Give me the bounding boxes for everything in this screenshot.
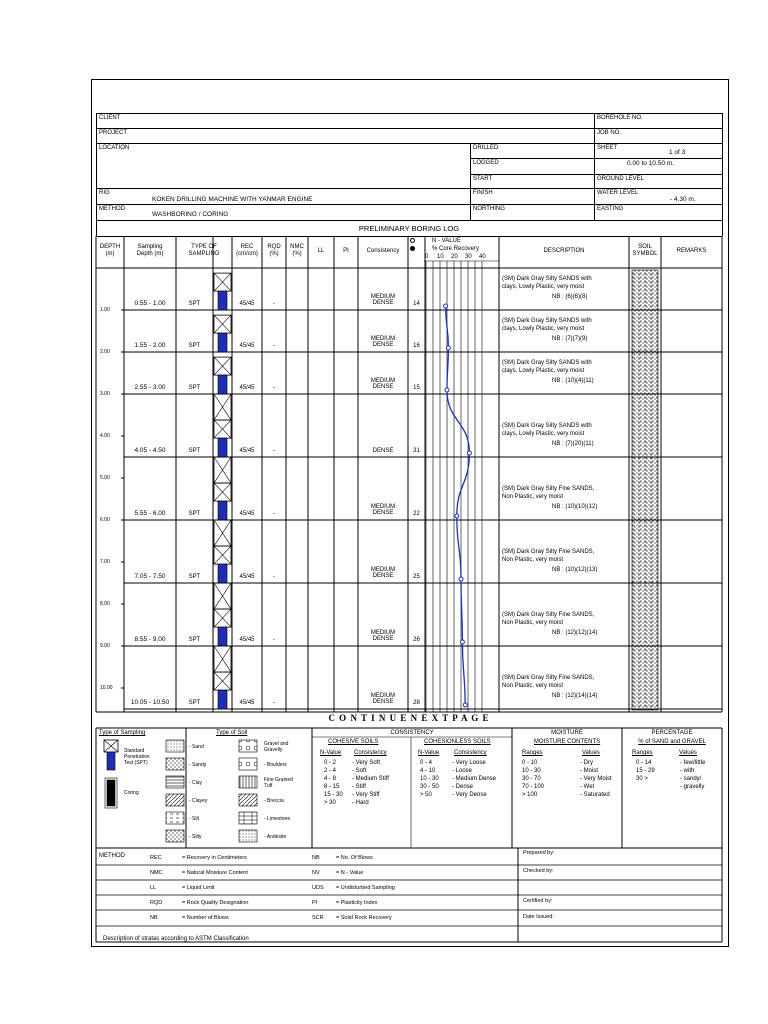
description-line: (SM) Dark Gray Silty SANDS with [502, 318, 592, 324]
type-header-line1: TYPE OF [191, 244, 217, 250]
depth-range: 0.00 to 10.50 m. [627, 160, 674, 167]
finish-label: FINISH [473, 190, 493, 196]
abbr-meaning: = Solid Rock Recovery [336, 915, 392, 921]
consistency-value: MEDIUM [370, 693, 396, 699]
description-line: (SM) Dark Gray Silty SANDS with [502, 360, 592, 366]
rqd-header-line1: RQD [267, 244, 281, 250]
nvalue-tick: 10 [437, 254, 444, 260]
abbr-meaning: = Plasticity Index [336, 900, 378, 906]
rqd-value: - [273, 511, 275, 517]
rqd-value: - [273, 700, 275, 706]
moisture-label: - Wet [580, 784, 595, 790]
sampling-type: SPT [188, 637, 201, 643]
rec-header-line2: (cm/cm) [236, 251, 258, 257]
sampling-depth: 0.55 - 1.00 [134, 300, 166, 307]
moisture-range: 0 - 10 [522, 760, 538, 766]
description-line: Non Plastic, very moist [502, 683, 564, 689]
spt-line2: Penetration [124, 754, 150, 760]
soil-silty: - Silty [189, 834, 202, 840]
rig-label: RIG [99, 190, 110, 196]
sampling-type: SPT [188, 700, 201, 706]
abbr-code: NMC [150, 870, 163, 876]
abbr-meaning: = Number of Blows [182, 915, 229, 921]
spt-sample-bar [218, 501, 227, 520]
sampling-depth: 1.55 - 2.00 [134, 342, 166, 349]
cohesionless-label: - Very Loose [452, 760, 486, 766]
sampling-header-line2: Depth (m) [136, 251, 164, 257]
method-value: WASHBORING / CORING [152, 211, 229, 218]
consistency-value: MEDIUM [370, 567, 396, 573]
sampling-type: SPT [188, 385, 201, 391]
cohesive-label: - Stiff [352, 784, 366, 790]
spt-legend-label [124, 748, 150, 766]
moisture-label: - Very Moist [580, 776, 612, 782]
nvalue-tick: 20 [451, 254, 458, 260]
consistency-header: Consistency [366, 248, 400, 254]
client-label: CLIENT [99, 115, 121, 121]
abbr-code: LL [150, 885, 157, 891]
blow-counts: NB : (6)(6)(8) [552, 294, 588, 300]
rec-header-line1: REC [240, 244, 254, 250]
rqd-value: - [273, 301, 275, 307]
cohesive-label: - Very Stiff [352, 792, 380, 798]
description-header: DESCRIPTION [543, 248, 585, 254]
depth-tick-label: 9.00 [100, 643, 110, 649]
moisture-label: - Saturated [580, 792, 610, 798]
consistency-value: MEDIUM [370, 336, 396, 342]
cohesionless-range: 0 - 4 [420, 760, 433, 766]
log-title: PRELIMINARY BORING LOG [358, 224, 460, 233]
abbr-code: SCR [312, 915, 324, 921]
soil-tuff [264, 777, 293, 789]
nvalue-tick: 30 [465, 254, 472, 260]
rqd-value: - [273, 574, 275, 580]
description-line: (SM) Dark Gray Silty Fine SANDS, [502, 612, 595, 618]
percentage-label: - sandy/ [680, 776, 702, 782]
consistency-value: DENSE [372, 573, 394, 579]
n-value: 14 [413, 301, 420, 307]
cohesionless-range: 10 - 30 [420, 776, 439, 782]
description-line: (SM) Dark Gray Silty Fine SANDS, [502, 549, 595, 555]
abbr-code: NV [312, 870, 320, 876]
rqd-header-line2: (%) [269, 251, 279, 257]
blow-counts: NB : (10)(12)(13) [552, 567, 598, 573]
cohesive-label: - Soft [352, 768, 367, 774]
soil-sandy: - Sandy [189, 762, 207, 768]
percentage-range: 0 - 14 [636, 760, 652, 766]
spt-sample-bar [218, 690, 227, 709]
nvalue-tick: 0 [425, 254, 429, 260]
spt-line3: Test (SPT) [124, 760, 148, 766]
consistency-value: DENSE [372, 636, 394, 642]
rqd-value: - [273, 637, 275, 643]
description-line: clays, Lowly Plastic, very moist [502, 284, 585, 290]
cohesionless-label: - Loose [452, 768, 473, 774]
consistency-col-h: Consistency [454, 750, 487, 756]
cohesive-label: - Hard [352, 800, 369, 806]
soil-andesite: - Andesite [264, 834, 287, 840]
description-line: clays, Lowly Plastic, very moist [502, 326, 585, 332]
n-value: 25 [413, 574, 420, 580]
abbr-meaning: = Rock Quality Designation [182, 900, 249, 906]
nvalue-point [455, 514, 459, 518]
abbr-code: NB [150, 915, 158, 921]
description-line: (SM) Dark Gray Silty SANDS with [502, 276, 592, 282]
blow-counts: NB : (12)(14)(14) [552, 693, 598, 699]
spt-sample-bar [218, 564, 227, 583]
logged-label: LOGGED [473, 160, 499, 166]
soil-breccia: - Breccia [264, 798, 284, 804]
pct-sand-gravel-title: % of SAND and GRAVEL [638, 739, 706, 745]
abbr-meaning: = Recovery in Centimeters [182, 855, 247, 861]
gravel-line2: Gravelly [264, 747, 283, 753]
nvalue-col-h: N-Value [320, 750, 342, 756]
core-recovery-header: % Core Recovery [432, 246, 480, 252]
depth-tick-label: 3.00 [100, 391, 110, 397]
blow-counts: NB : (7)(20)(11) [552, 441, 594, 447]
coring-legend-label: Coring [124, 790, 139, 796]
spt-sample-bar [218, 333, 227, 352]
legend [96, 728, 722, 848]
moisture-contents-title: MOISTURE CONTENTS [533, 739, 601, 745]
depth-tick-label: 2.00 [100, 349, 110, 355]
pi-header: PI [343, 248, 349, 254]
prepared-by: Prepared by: [523, 850, 555, 856]
rqd-value: - [273, 343, 275, 349]
gravel-line1: Gravel and [264, 741, 289, 747]
sampling-header-line1: Sampling [137, 244, 163, 250]
type-header-line2: SAMPLING [188, 251, 220, 257]
tuff-line2: Tuff [264, 783, 273, 789]
soil-gravel [264, 741, 288, 753]
drilled-label: DRILLED [473, 145, 499, 151]
water-level-label: WATER LEVEL [597, 190, 639, 196]
rec-value: 45/45 [239, 343, 255, 349]
spt-line1: Standard [124, 748, 145, 754]
pct-values-h: Values [679, 750, 697, 756]
location-label: LOCATION [99, 145, 130, 151]
cohesive-range: 0 - 2 [324, 760, 337, 766]
depth-tick-label: 7.00 [100, 559, 110, 565]
sheet-label: SHEET [597, 145, 618, 151]
nvalue-point [446, 346, 450, 350]
moisture-range: 10 - 30 [522, 768, 541, 774]
nvalue-point [463, 703, 467, 707]
description-line: clays, Lowly Plastic, very moist [502, 368, 585, 374]
sampling-type: SPT [188, 574, 201, 580]
rec-value: 45/45 [239, 385, 255, 391]
sampling-type: SPT [188, 448, 201, 454]
certified-by: Certified by: [523, 898, 553, 904]
rqd-value: - [273, 385, 275, 391]
abbr-code: RQD [150, 900, 163, 906]
nmc-header-line2: (%) [292, 251, 302, 257]
cohesive-range: 8 - 15 [324, 784, 340, 790]
nvalue-tick: 40 [479, 254, 486, 260]
soil-sand: - Sand [189, 744, 204, 750]
abbr-meaning: = Natural Moisture Content [182, 870, 248, 876]
description-line: (SM) Dark Gray Silty Fine SANDS, [502, 486, 595, 492]
nvalue-col-h: N-Value [418, 750, 440, 756]
consistency-value: DENSE [372, 448, 394, 454]
n-value: 15 [413, 385, 420, 391]
percentage-label: - with [680, 768, 695, 774]
rec-value: 45/45 [239, 574, 255, 580]
depth-tick-label: 1.00 [100, 307, 110, 313]
percentage-range: 30 > [636, 776, 648, 782]
nvalue-header: N - VALUE [432, 238, 461, 244]
n-value: 22 [413, 511, 420, 517]
n-value: 26 [413, 637, 420, 643]
description-line: (SM) Dark Gray Silty SANDS with [502, 423, 592, 429]
boring-log-sheet [91, 79, 729, 947]
sheet-value: 1 of 3 [669, 149, 686, 156]
continue-next-page: C O N T I N U E N E X T P A G E [328, 713, 490, 723]
sampling-type: SPT [188, 511, 201, 517]
sampling-type: SPT [188, 343, 201, 349]
rec-value: 45/45 [239, 637, 255, 643]
description-line: (SM) Dark Gray Silty Fine SANDS, [502, 675, 595, 681]
nvalue-point [460, 640, 464, 644]
depth-tick-label: 6.00 [100, 517, 110, 523]
consistency-value: MEDIUM [370, 378, 396, 384]
remarks-header: REMARKS [676, 248, 707, 254]
nvalue-point [444, 304, 448, 308]
consistency-title: CONSISTENCY [390, 730, 434, 736]
nvalue-point [445, 388, 449, 392]
rqd-value: - [273, 448, 275, 454]
rec-value: 45/45 [239, 700, 255, 706]
cohesionless-range: 4 - 10 [420, 768, 436, 774]
depth-tick-label: 5.00 [100, 475, 110, 481]
nmc-header-line1: NMC [290, 244, 304, 250]
percentage-label: - few/little [680, 760, 706, 766]
percentage-label: - gravelly [680, 784, 705, 790]
moisture-range: 30 - 70 [522, 776, 541, 782]
ll-header: LL [317, 248, 325, 254]
description-line: clays, Lowly Plastic, very moist [502, 431, 585, 437]
moisture-label: - Moist [580, 768, 598, 774]
soil-limestone: - Limestone [264, 816, 291, 822]
borehole-label: BOREHOLE NO. [597, 115, 643, 121]
depth-tick-label: 8.00 [100, 601, 110, 607]
nvalue-series-line [446, 306, 470, 705]
cohesionless-label: - Medium Dense [452, 776, 497, 782]
ground-level-label: GROUND LEVEL [597, 176, 645, 182]
spt-sample-bar [218, 627, 227, 646]
consistency-value: MEDIUM [370, 504, 396, 510]
sampling-depth: 7.05 - 7.50 [134, 573, 166, 580]
blow-counts: NB : (7)(7)(9) [552, 336, 588, 342]
date-issued: Date Issued: [523, 914, 554, 920]
cohesive-title: COHESIVE SOILS [328, 739, 379, 745]
sampling-depth: 5.55 - 6.00 [134, 510, 166, 517]
description-line: Non Plastic, very moist [502, 494, 564, 500]
soil-symbol-header-line1: SOIL [638, 244, 652, 250]
astm-note: Description of stratas according to ASTM Classification [103, 936, 249, 942]
consistency-col-h: Consistency [354, 750, 387, 756]
n-value: 16 [413, 343, 420, 349]
cohesionless-title: COHESIONLESS SOILS [424, 739, 491, 745]
project-label: PROJECT [99, 130, 128, 136]
easting-label: EASTING [597, 206, 624, 212]
values-h: Values [582, 750, 600, 756]
soil-symbol-header-line2: SYMBOL [632, 251, 658, 257]
percentage-title: PERCENTAGE [651, 730, 693, 736]
blow-counts: NB : (10)(4)(11) [552, 378, 594, 384]
spt-sample-bar [218, 375, 227, 394]
job-label: JOB NO. [597, 130, 622, 136]
nvalue-point [459, 577, 463, 581]
sampling-depth: 2.55 - 3.00 [134, 384, 166, 391]
depth-tick-label: 10.00 [100, 685, 113, 691]
soil-silt: - Silt [189, 816, 199, 822]
checked-by: Checked by: [523, 868, 554, 874]
type-of-soil-title: Type of Soil [216, 730, 248, 736]
depth-header-line2: (m) [105, 251, 115, 257]
consistency-value: DENSE [372, 300, 394, 306]
rig-value: KOKEN DRILLING MACHINE WITH YANMAR ENGINE [152, 196, 313, 203]
description-line: Non Plastic, very moist [502, 557, 564, 563]
moisture-title: MOISTURE [551, 730, 583, 736]
consistency-value: DENSE [372, 699, 394, 705]
cohesionless-label: - Very Dense [452, 792, 487, 798]
cohesive-label: - Medium Stiff [352, 776, 389, 782]
northing-label: NORTHING [473, 206, 505, 212]
method-label: METHOD [99, 206, 125, 212]
consistency-value: DENSE [372, 342, 394, 348]
soil-symbol-overlay [632, 270, 658, 710]
abbr-code: PI [312, 900, 318, 906]
cohesive-label: - Very Soft [352, 760, 381, 766]
footer-method-label: METHOD [99, 853, 125, 859]
n-value: 31 [413, 448, 420, 454]
abbr-meaning: = Liquid Limit [182, 885, 215, 891]
moisture-label: - Dry [580, 760, 593, 766]
spt-sample-bar [218, 438, 227, 457]
pct-ranges-h: Ranges [632, 750, 653, 756]
soil-clayey: - Clayey [189, 798, 208, 804]
blow-counts: NB : (10)(10)(12) [552, 504, 598, 510]
sampling-depth: 10.05 - 10.50 [130, 699, 170, 706]
abbr-meaning: = No. Of Blows [336, 855, 373, 861]
sampling-depth: 8.55 - 9.00 [134, 636, 166, 643]
cohesive-range: > 30 [324, 800, 336, 806]
rec-value: 45/45 [239, 301, 255, 307]
soil-boulders: - Boulders [264, 762, 287, 768]
sampling-depth: 4.05 - 4.50 [134, 447, 166, 454]
rec-value: 45/45 [239, 448, 255, 454]
cohesive-range: 15 - 30 [324, 792, 343, 798]
consistency-value: DENSE [372, 384, 394, 390]
consistency-value: MEDIUM [370, 294, 396, 300]
abbr-code: REC [150, 855, 162, 861]
soil-clay: - Clay [189, 780, 203, 786]
cohesionless-range: 30 - 50 [420, 784, 439, 790]
cohesionless-range: > 50 [420, 792, 432, 798]
moisture-range: > 100 [522, 792, 538, 798]
consistency-value: DENSE [372, 510, 394, 516]
description-line: Non Plastic, very moist [502, 620, 564, 626]
depth-header-line1: DEPTH [99, 244, 121, 250]
sampling-type: SPT [188, 301, 201, 307]
water-level-value: - 4.30 m. [670, 196, 696, 203]
depth-tick-label: 4.00 [100, 433, 110, 439]
abbr-meaning: = Undisturbed Sampling [336, 885, 395, 891]
consistency-value: MEDIUM [370, 630, 396, 636]
start-label: START [473, 176, 493, 182]
abbr-code: UDS [312, 885, 324, 891]
rec-value: 45/45 [239, 511, 255, 517]
cohesive-range: 4 - 8 [324, 776, 337, 782]
spt-sample-bar [218, 291, 227, 310]
blow-counts: NB : (12)(12)(14) [552, 630, 598, 636]
cohesionless-label: - Dense [452, 784, 474, 790]
abbr-code: NB [312, 855, 320, 861]
ranges-h: Ranges [522, 750, 543, 756]
tuff-line1: Fine Grained [264, 777, 293, 783]
percentage-range: 15 - 29 [636, 768, 655, 774]
cohesive-range: 2 - 4 [324, 768, 337, 774]
abbr-meaning: = N - Value [336, 870, 364, 876]
nvalue-point [467, 451, 471, 455]
type-of-sampling-title: Type of Sampling [99, 730, 146, 736]
moisture-range: 70 - 100 [522, 784, 545, 790]
n-value: 28 [413, 700, 420, 706]
